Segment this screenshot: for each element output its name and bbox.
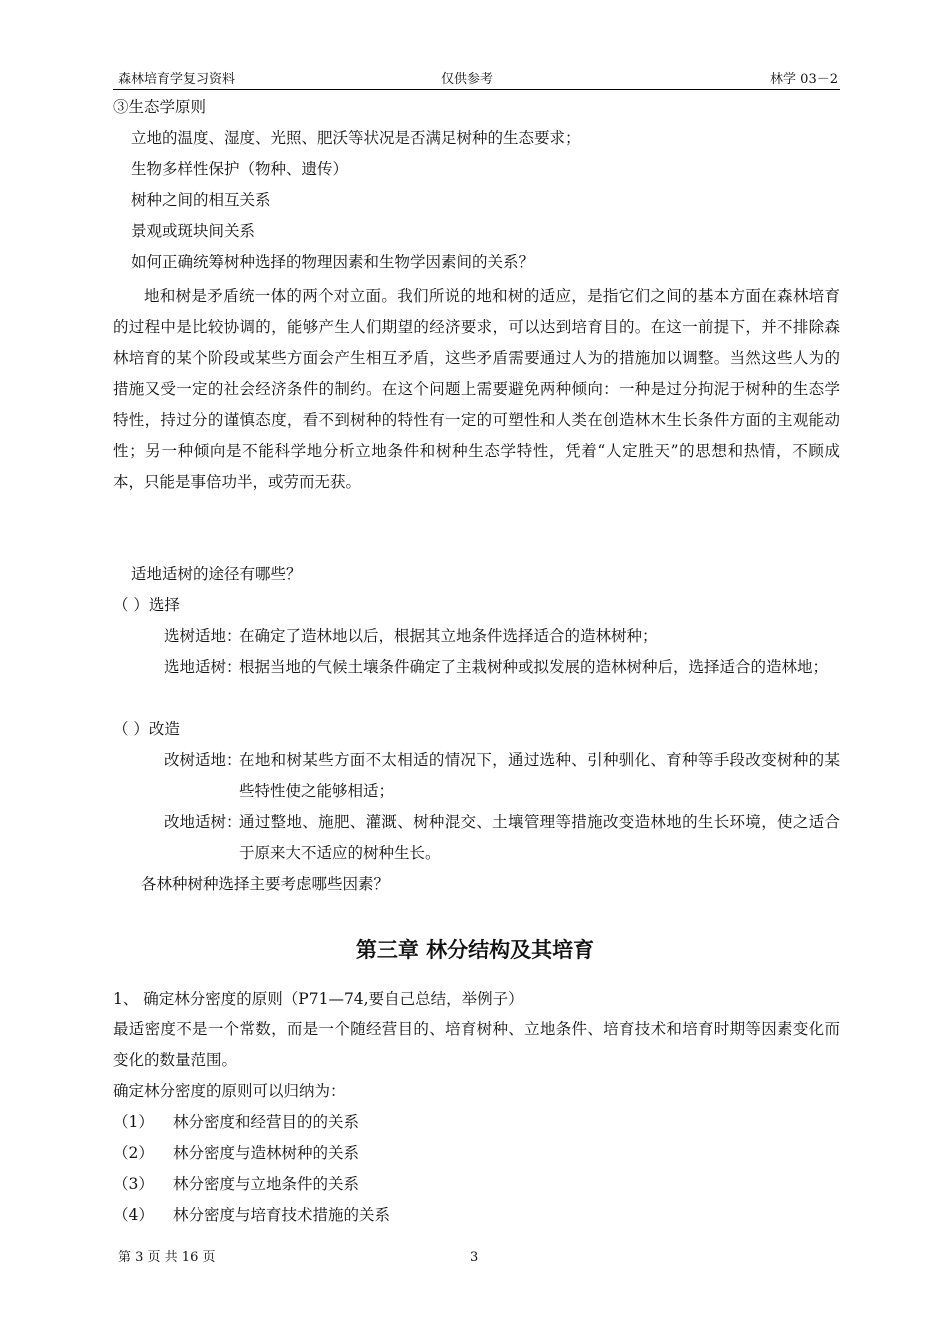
definition-item (164, 745, 840, 807)
principle-number: （2） (113, 1144, 154, 1162)
definition-term: 改树适地： (164, 751, 242, 769)
principle-item (113, 1205, 390, 1225)
header-center: 仅供参考 (441, 72, 494, 87)
density-intro: 确定林分密度的原则可以归纳为： (113, 1082, 346, 1100)
header-right: 林学 03－2 (770, 72, 838, 87)
definition-text: 根据当地的气候土壤条件确定了主栽树种或拟发展的造林树种后，选择适合的造林地； (239, 658, 829, 676)
selection-heading: （ ）选择 (113, 596, 180, 614)
definition-text: 通过整地、施肥、灌溉、树种混交、土壤管理等措施改变造林地的生长环境，使之适合于原来大不适应的树种生长。 (239, 813, 840, 862)
modification-heading: （ ）改造 (113, 720, 180, 738)
header-left: 森林培育学复习资料 (118, 72, 236, 87)
list-item: 生物多样性保护（物种、遗传） (131, 160, 349, 178)
list-item: 景观或斑块间关系 (131, 222, 256, 240)
principle-item (113, 1143, 359, 1163)
definition-term: 改地适树： (164, 813, 242, 831)
definition-text: 在地和树某些方面不太相适的情况下，通过选种、引种驯化、育种等手段改变树种的某些特性使之能够相适； (239, 751, 840, 800)
question-factors: 各林种树种选择主要考虑哪些因素？ (141, 875, 390, 893)
definition-item (164, 652, 840, 683)
principle-number: （3） (113, 1175, 154, 1193)
definition-text: 在确定了造林地以后，根据其立地条件选择适合的造林树种； (239, 627, 658, 645)
principle-text: 林分密度和经营目的的关系 (173, 1113, 360, 1131)
principle-item (113, 1174, 359, 1194)
chapter-title: 第三章 林分结构及其培育 (355, 938, 595, 962)
principle-number: （1） (113, 1113, 154, 1131)
section-title: ③生态学原则 (113, 98, 207, 116)
list-item: 如何正确统筹树种选择的物理因素和生物学因素间的关系？ (131, 253, 535, 271)
footer-page-count: 第 3 页 共 16 页 (118, 1250, 216, 1265)
principle-item (113, 1112, 359, 1132)
definition-item (164, 621, 840, 652)
list-item: 树种之间的相互关系 (131, 191, 271, 209)
body-paragraph: 地和树是矛盾统一体的两个对立面。我们所说的地和树的适应，是指它们之间的基本方面在森林培育的过程中是比较协调的，能够产生人们期望的经济要求，可以达到培育目的。在这一前提下，并不排除森林培育的某个阶段或某些方面会产生相互矛盾，这些矛盾需要通过人为的措施加以调整。当然这些人为的措施又受一定的社会经济条件的制约。在这个问题上需要避免两种倾向：一种是过分拘泥于树种的生态学特性，持过分的谨慎态度，看不到树种的特性有一定的可塑性和人类在创造林木生长条件方面的主观能动性；另一种倾向是不能科学地分析立地条件和树种生态学特性，凭着“人定胜天”的思想和热情，不顾成本，只能是事倍功半，或劳而无获。 (113, 287, 840, 491)
principle-number: （4） (113, 1206, 154, 1224)
principle-text: 林分密度与培育技术措施的关系 (173, 1206, 391, 1224)
list-item: 立地的温度、湿度、光照、肥沃等状况是否满足树种的生态要求； (131, 129, 581, 147)
density-heading: 1、 确定林分密度的原则（P71—74,要自己总结，举例子） (113, 990, 524, 1008)
question-paths: 适地适树的途径有哪些？ (131, 565, 302, 583)
principle-text: 林分密度与立地条件的关系 (173, 1175, 360, 1193)
page-header (113, 71, 840, 90)
footer-page-number: 3 (470, 1250, 479, 1265)
definition-term: 选地适树： (164, 658, 242, 676)
principle-text: 林分密度与造林树种的关系 (173, 1144, 360, 1162)
definition-item (164, 807, 840, 869)
density-definition: 最适密度不是一个常数，而是一个随经营目的、培育树种、立地条件、培育技术和培育时期等因素变化而变化的数量范围。 (113, 1020, 840, 1069)
definition-term: 选树适地： (164, 627, 242, 645)
